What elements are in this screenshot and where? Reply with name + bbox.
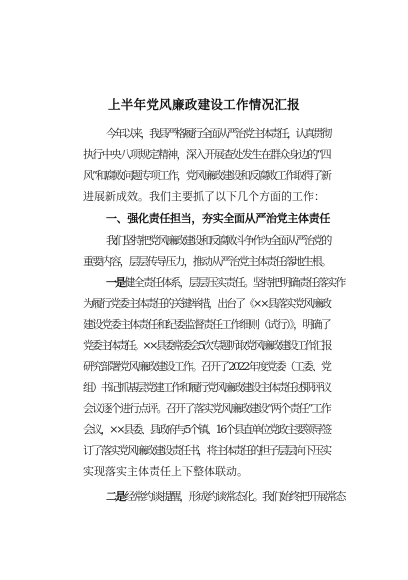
section-paragraph-line: 重要内容，层层传导压力，推动从严治党主体责任落地生根。 — [83, 255, 330, 268]
point-line: 研究部署党风廉政建设工作。召开了2022年度党委（工委、党 — [83, 360, 330, 373]
point-line: 会议，××县委、县政府与5个镇、16个县直单位党政主要领导签 — [83, 423, 330, 436]
point-line: 订了落实党风廉政建设责任书，将主体责任的担子层层向下压实 — [83, 444, 330, 457]
point-lead: 一是 — [106, 276, 125, 289]
point-line — [106, 276, 345, 290]
point-text: 健全责任体系，层层压实责任。坚持把明确责任落实作 — [124, 276, 345, 289]
point-line — [106, 490, 345, 504]
section-paragraph-line: 我们坚持把党风廉政建设和反腐败斗争作为全面从严治党的 — [106, 234, 330, 247]
point-lead: 二是 — [106, 490, 125, 503]
point-text: 经常约谈提醒，形成约谈常态化。我们始终把开展常态 — [124, 490, 345, 503]
intro-line: 进展新成效。我们主要抓了以下几个方面的工作： — [83, 190, 325, 203]
point-line: 为履行党委主体责任的关键举措，出台了《××县落实党风廉政 — [83, 297, 330, 310]
point-line: 建设党委主体责任和纪委监督责任工作细则（试行）》，明确了 — [83, 318, 330, 331]
intro-line: 风”和腐败问题专项工作，党风廉政建设和反腐败工作取得了新 — [83, 169, 330, 182]
section-heading: 一、强化责任担当，夯实全面从严治党主体责任 — [106, 212, 330, 225]
document-title: 上半年党风廉政建设工作情况汇报 — [107, 97, 300, 112]
intro-line: 执行中央八项规定精神，深入开展查处发生在群众身边的“四 — [83, 148, 330, 161]
point-line: 组）书记抓基层党建工作和履行党风廉政建设主体责任述职评议 — [83, 381, 330, 394]
point-line: 党委主体责任。××县委常委会5次专题听取党风廉政建设工作汇报 — [83, 339, 330, 352]
point-line: 会议逐个进行点评。召开了落实党风廉政建设“两个责任”工作 — [83, 402, 330, 415]
point-line: 实现落实主体责任上下整体联动。 — [83, 465, 248, 478]
intro-line: 今年以来，我县严格履行全面从严治党主体责任，认真贯彻 — [106, 127, 330, 140]
